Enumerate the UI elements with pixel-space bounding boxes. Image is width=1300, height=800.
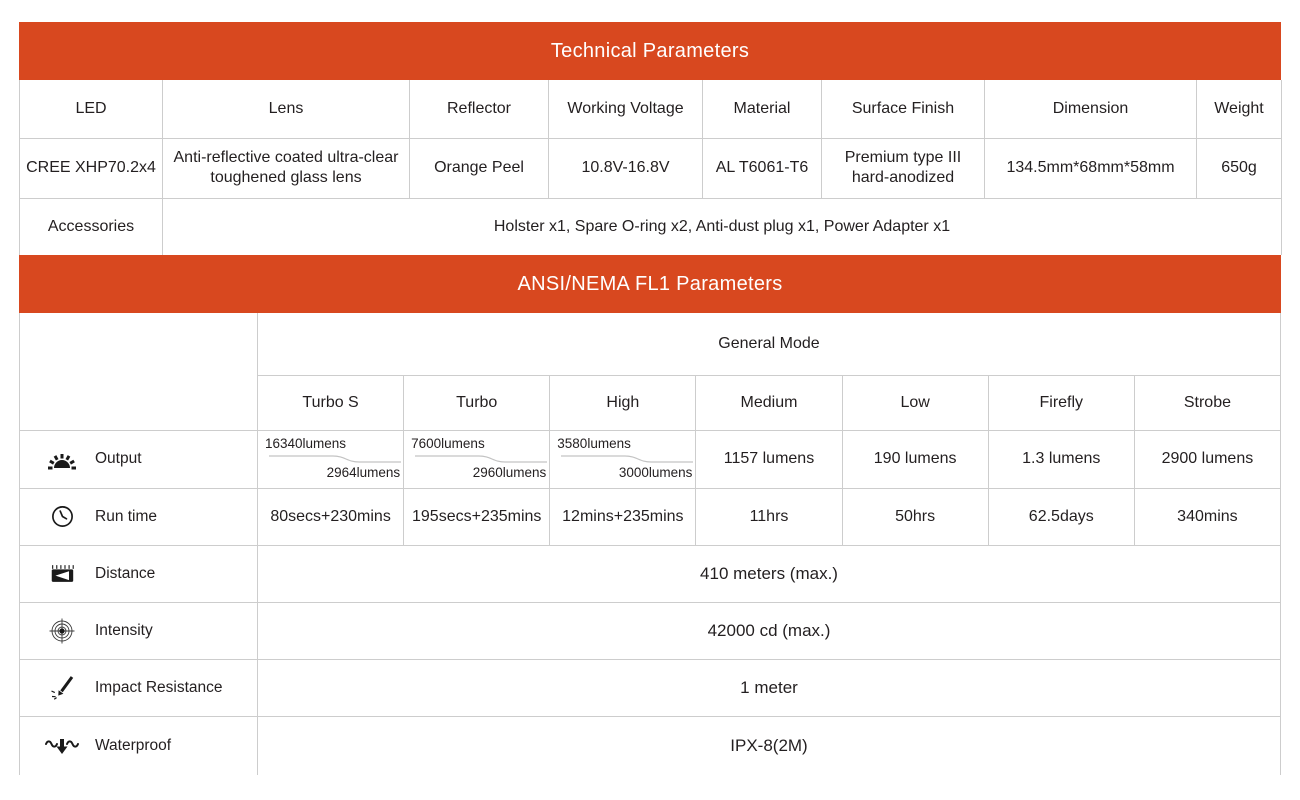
accessories-row bbox=[20, 198, 1282, 255]
runtime-cell-firefly: 62.5days bbox=[988, 488, 1134, 545]
output-high-initial: 3580lumens bbox=[557, 436, 631, 451]
runtime-row-label-cell bbox=[20, 488, 258, 545]
output-cell-medium: 1157 lumens bbox=[696, 430, 842, 488]
intensity-row-label-cell bbox=[20, 602, 258, 659]
impact-row-label-cell bbox=[20, 659, 258, 716]
step-divider-line bbox=[261, 453, 401, 465]
accessories-value-cell: Holster x1, Spare O-ring x2, Anti-dust plug x1, Power Adapter x1 bbox=[163, 198, 1282, 255]
runtime-row bbox=[20, 488, 1281, 545]
impact-row-label: Impact Resistance bbox=[95, 678, 223, 696]
mode-header-low: Low bbox=[842, 375, 988, 430]
runtime-cell-medium: 11hrs bbox=[696, 488, 842, 545]
output-high-sustained: 3000lumens bbox=[618, 465, 693, 481]
waterproof-arrow-wave-icon bbox=[44, 736, 80, 756]
target-intensity-icon bbox=[44, 618, 80, 644]
impact-arrow-icon bbox=[44, 675, 80, 700]
tech-header-led: LED bbox=[20, 80, 163, 138]
mode-header-turbo: Turbo bbox=[404, 375, 550, 430]
accessories-label-cell: Accessories bbox=[20, 198, 163, 255]
general-mode-row bbox=[20, 313, 1281, 375]
output-turbo-sustained: 2960lumens bbox=[472, 465, 547, 481]
intensity-row bbox=[20, 602, 1281, 659]
output-row-label-cell bbox=[20, 430, 258, 488]
output-cell-turbo bbox=[404, 430, 550, 488]
output-row bbox=[20, 430, 1281, 488]
distance-value-cell: 410 meters (max.) bbox=[258, 545, 1281, 602]
runtime-cell-high: 12mins+235mins bbox=[550, 488, 696, 545]
impact-row bbox=[20, 659, 1281, 716]
mode-header-turbo-s: Turbo S bbox=[258, 375, 404, 430]
tech-header-lens: Lens bbox=[163, 80, 410, 138]
tech-header-reflector: Reflector bbox=[410, 80, 549, 138]
tech-header-dimension: Dimension bbox=[985, 80, 1197, 138]
output-cell-strobe: 2900 lumens bbox=[1134, 430, 1280, 488]
output-turbo-s-initial: 16340lumens bbox=[265, 436, 347, 451]
output-turbo-initial: 7600lumens bbox=[411, 436, 485, 451]
tech-value-working-voltage: 10.8V-16.8V bbox=[549, 138, 703, 198]
runtime-cell-low: 50hrs bbox=[842, 488, 988, 545]
corner-empty-cell bbox=[20, 313, 258, 430]
distance-row bbox=[20, 545, 1281, 602]
tech-value-dimension: 134.5mm*68mm*58mm bbox=[985, 138, 1197, 198]
output-cell-high bbox=[550, 430, 696, 488]
mode-header-medium: Medium bbox=[696, 375, 842, 430]
tech-value-row bbox=[20, 138, 1282, 198]
tech-value-reflector: Orange Peel bbox=[410, 138, 549, 198]
output-sunburst-icon bbox=[44, 449, 80, 470]
runtime-row-label: Run time bbox=[95, 507, 158, 525]
runtime-cell-turbo: 195secs+235mins bbox=[404, 488, 550, 545]
beam-distance-icon bbox=[44, 563, 80, 585]
tech-header-surface-finish: Surface Finish bbox=[822, 80, 985, 138]
tech-value-lens: Anti-reflective coated ultra-clear toughened glass lens bbox=[163, 138, 410, 198]
output-cell-turbo-s bbox=[258, 430, 404, 488]
step-divider-line bbox=[407, 453, 547, 465]
mode-header-high: High bbox=[550, 375, 696, 430]
fl1-parameters-title: ANSI/NEMA FL1 Parameters bbox=[517, 272, 783, 295]
output-turbo-s-sustained: 2964lumens bbox=[326, 465, 401, 481]
step-divider-line bbox=[553, 453, 693, 465]
impact-value-cell: 1 meter bbox=[258, 659, 1281, 716]
waterproof-row-label: Waterproof bbox=[95, 737, 172, 755]
tech-header-weight: Weight bbox=[1197, 80, 1282, 138]
tech-header-working-voltage: Working Voltage bbox=[549, 80, 703, 138]
general-mode-header: General Mode bbox=[258, 313, 1281, 375]
intensity-value-cell: 42000 cd (max.) bbox=[258, 602, 1281, 659]
technical-parameters-banner bbox=[19, 22, 1281, 80]
mode-header-strobe: Strobe bbox=[1134, 375, 1280, 430]
waterproof-value-cell: IPX-8(2M) bbox=[258, 716, 1281, 775]
tech-value-weight: 650g bbox=[1197, 138, 1282, 198]
runtime-cell-turbo-s: 80secs+230mins bbox=[258, 488, 404, 545]
output-cell-low: 190 lumens bbox=[842, 430, 988, 488]
tech-value-led: CREE XHP70.2x4 bbox=[20, 138, 163, 198]
distance-row-label: Distance bbox=[95, 564, 156, 582]
output-cell-firefly: 1.3 lumens bbox=[988, 430, 1134, 488]
tech-value-surface-finish: Premium type III hard-anodized bbox=[822, 138, 985, 198]
fl1-parameters-banner bbox=[19, 255, 1281, 313]
fl1-parameters-table bbox=[19, 313, 1281, 775]
spec-sheet-content bbox=[19, 22, 1281, 775]
waterproof-row bbox=[20, 716, 1281, 775]
runtime-cell-strobe: 340mins bbox=[1134, 488, 1280, 545]
tech-value-material: AL T6061-T6 bbox=[703, 138, 822, 198]
tech-header-material: Material bbox=[703, 80, 822, 138]
technical-parameters-title: Technical Parameters bbox=[550, 39, 750, 62]
technical-parameters-table bbox=[19, 80, 1282, 255]
intensity-row-label: Intensity bbox=[95, 621, 153, 639]
tech-header-row bbox=[20, 80, 1282, 138]
mode-header-firefly: Firefly bbox=[988, 375, 1134, 430]
clock-icon bbox=[44, 505, 80, 528]
distance-row-label-cell bbox=[20, 545, 258, 602]
waterproof-row-label-cell bbox=[20, 716, 258, 775]
output-row-label: Output bbox=[95, 450, 142, 468]
